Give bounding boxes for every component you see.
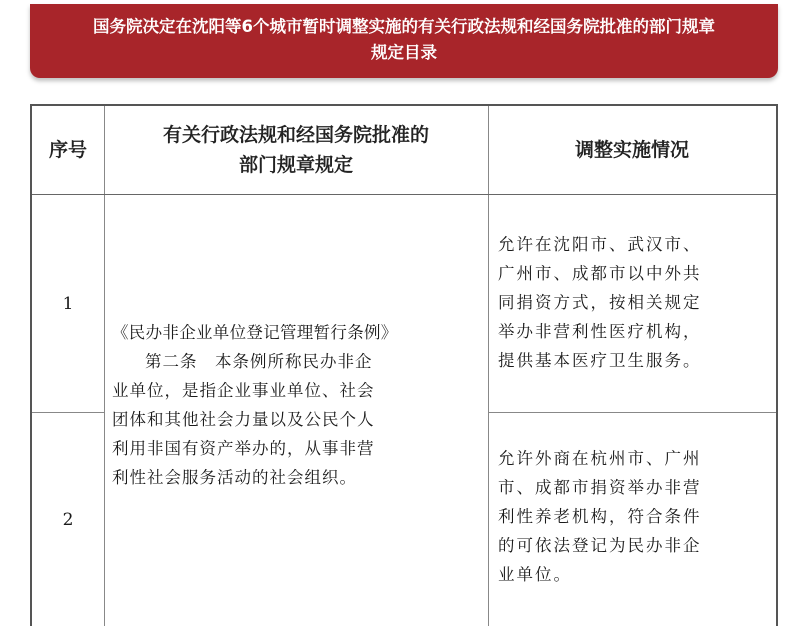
row-2-adjustment — [498, 444, 774, 589]
regulation-line: 第二条 本条例所称民办非企 — [145, 352, 373, 371]
regulation-cell — [112, 318, 484, 492]
regulation-line: 利性社会服务活动的社会组织。 — [112, 468, 357, 487]
regulation-name: 《民办非企业单位登记管理暂行条例》 — [112, 323, 398, 342]
header-adjustment-label: 调整实施情况 — [574, 139, 689, 161]
row-1-index-value: 1 — [62, 294, 74, 314]
regulation-line: 业单位，是指企业事业单位、社会 — [112, 381, 375, 400]
row-divider-adjustment — [488, 412, 776, 413]
header-regulation — [104, 106, 488, 194]
header-divider — [32, 194, 776, 195]
title-banner — [30, 4, 778, 78]
adjustment-line: 的可依法登记为民办非企 — [498, 536, 702, 555]
row-2-index-value: 2 — [62, 510, 74, 530]
banner-title-line1: 国务院决定在沈阳等6个城市暂时调整实施的有关行政法规和经国务院批准的部门规章 — [93, 17, 715, 36]
header-regulation-line1: 有关行政法规和经国务院批准的 — [162, 124, 429, 146]
adjustment-line: 举办非营利性医疗机构， — [498, 322, 702, 341]
header-index — [32, 106, 104, 194]
row-1-index — [32, 294, 104, 318]
adjustment-line: 市、成都市捐资举办非营 — [498, 478, 702, 497]
regulation-line: 团体和其他社会力量以及公民个人 — [112, 410, 375, 429]
row-2-index — [32, 510, 104, 534]
regulation-line: 利用非国有资产举办的，从事非营 — [112, 439, 375, 458]
header-adjustment — [488, 106, 776, 194]
adjustment-line: 提供基本医疗卫生服务。 — [498, 351, 702, 370]
adjustment-line: 利性养老机构，符合条件 — [498, 507, 702, 526]
adjustment-line: 允许在沈阳市、武汉市、 — [498, 235, 702, 254]
row-divider-index — [32, 412, 104, 413]
header-index-label: 序号 — [48, 139, 87, 161]
banner-title-line2: 规定目录 — [371, 43, 437, 62]
header-regulation-line2: 部门规章规定 — [238, 154, 353, 176]
adjustment-line: 广州市、成都市以中外共 — [498, 264, 702, 283]
adjustment-line: 业单位。 — [498, 565, 572, 584]
adjustment-line: 允许外商在杭州市、广州 — [498, 449, 702, 468]
adjustment-line: 同捐资方式，按相关规定 — [498, 293, 702, 312]
regulation-table — [30, 104, 778, 626]
row-1-adjustment — [498, 230, 774, 375]
